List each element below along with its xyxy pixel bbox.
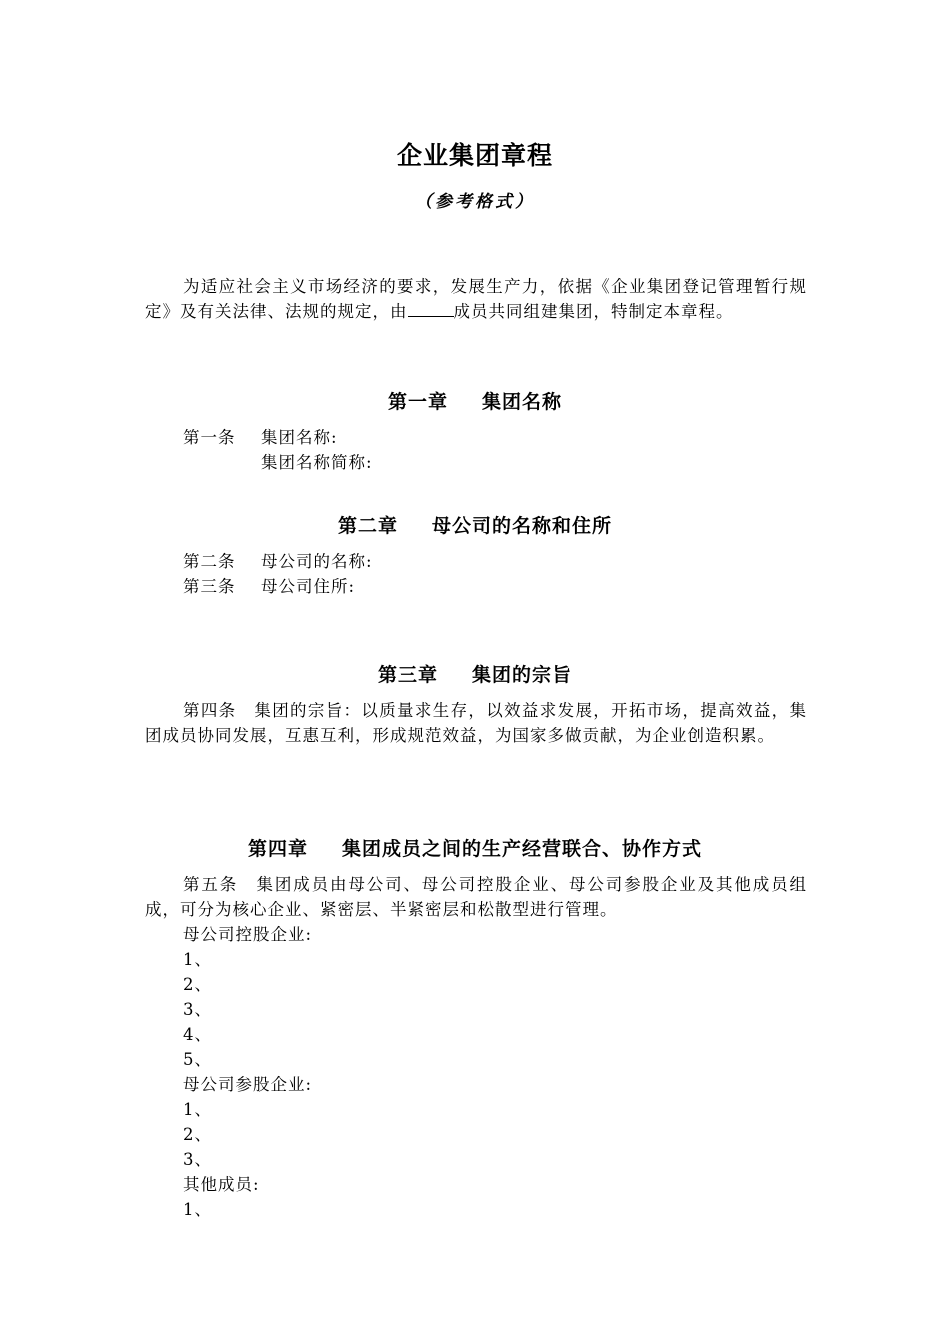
chapter-1-number: 第一章 (387, 391, 448, 413)
member-blank (408, 300, 454, 317)
list-item: 3、 (183, 1150, 212, 1169)
article-2-label: 第二条 (183, 552, 236, 571)
equity-companies-label: 母公司参股企业: (183, 1075, 313, 1094)
list-item: 4、 (183, 1025, 212, 1044)
document-title: 企业集团章程 (396, 141, 553, 170)
chapter-2-name: 母公司的名称和住所 (432, 515, 613, 537)
article-1-text: 集团名称: (261, 428, 338, 447)
chapter-3-heading (0, 660, 950, 687)
list-item: 1、 (183, 1100, 212, 1119)
chapter-1-name: 集团名称 (482, 391, 563, 413)
other-members-label: 其他成员: (183, 1175, 260, 1194)
chapter-3-name: 集团的宗旨 (472, 664, 573, 686)
chapter-1-heading (0, 387, 950, 414)
list-item: 1、 (183, 950, 212, 969)
article-5-paragraph: 第五条 集团成员由母公司、母公司控股企业、母公司参股企业及其他成员组成，可分为核心企业、紧密层、半紧密层和松散型进行管理。 (145, 875, 807, 919)
article-3-text: 母公司住所: (261, 577, 356, 596)
chapter-2-number: 第二章 (337, 515, 398, 537)
list-item: 2、 (183, 975, 212, 994)
article-4-paragraph: 第四条 集团的宗旨：以质量求生存，以效益求发展，开拓市场，提高效益，集团成员协同发展，互惠互利，形成规范效益，为国家多做贡献，为企业创造积累。 (145, 701, 807, 745)
list-item: 3、 (183, 1000, 212, 1019)
article-3-label: 第三条 (183, 577, 236, 596)
intro-text-part2: 成员共同组建集团，特制定本章程。 (453, 302, 734, 321)
chapter-3-number: 第三章 (377, 664, 438, 686)
article-1-text-2: 集团名称简称: (261, 453, 373, 472)
list-item: 5、 (183, 1050, 212, 1069)
list-item: 1、 (183, 1200, 212, 1219)
holding-companies-label: 母公司控股企业: (183, 925, 313, 944)
chapter-4-name: 集团成员之间的生产经营联合、协作方式 (342, 838, 703, 860)
chapter-2-heading (0, 511, 950, 538)
chapter-4-heading (0, 834, 950, 861)
article-1-label: 第一条 (183, 428, 236, 447)
document-subtitle: （参考格式） (415, 192, 535, 212)
article-2-text: 母公司的名称: (261, 552, 373, 571)
list-item: 2、 (183, 1125, 212, 1144)
chapter-4-number: 第四章 (247, 838, 308, 860)
intro-text-part1: 为适应社会主义市场经济的要求，发展生产力，依据《企业集团登记管理暂行规定》及有关法律、法规的规定，由 (145, 277, 807, 321)
intro-paragraph (145, 274, 807, 324)
